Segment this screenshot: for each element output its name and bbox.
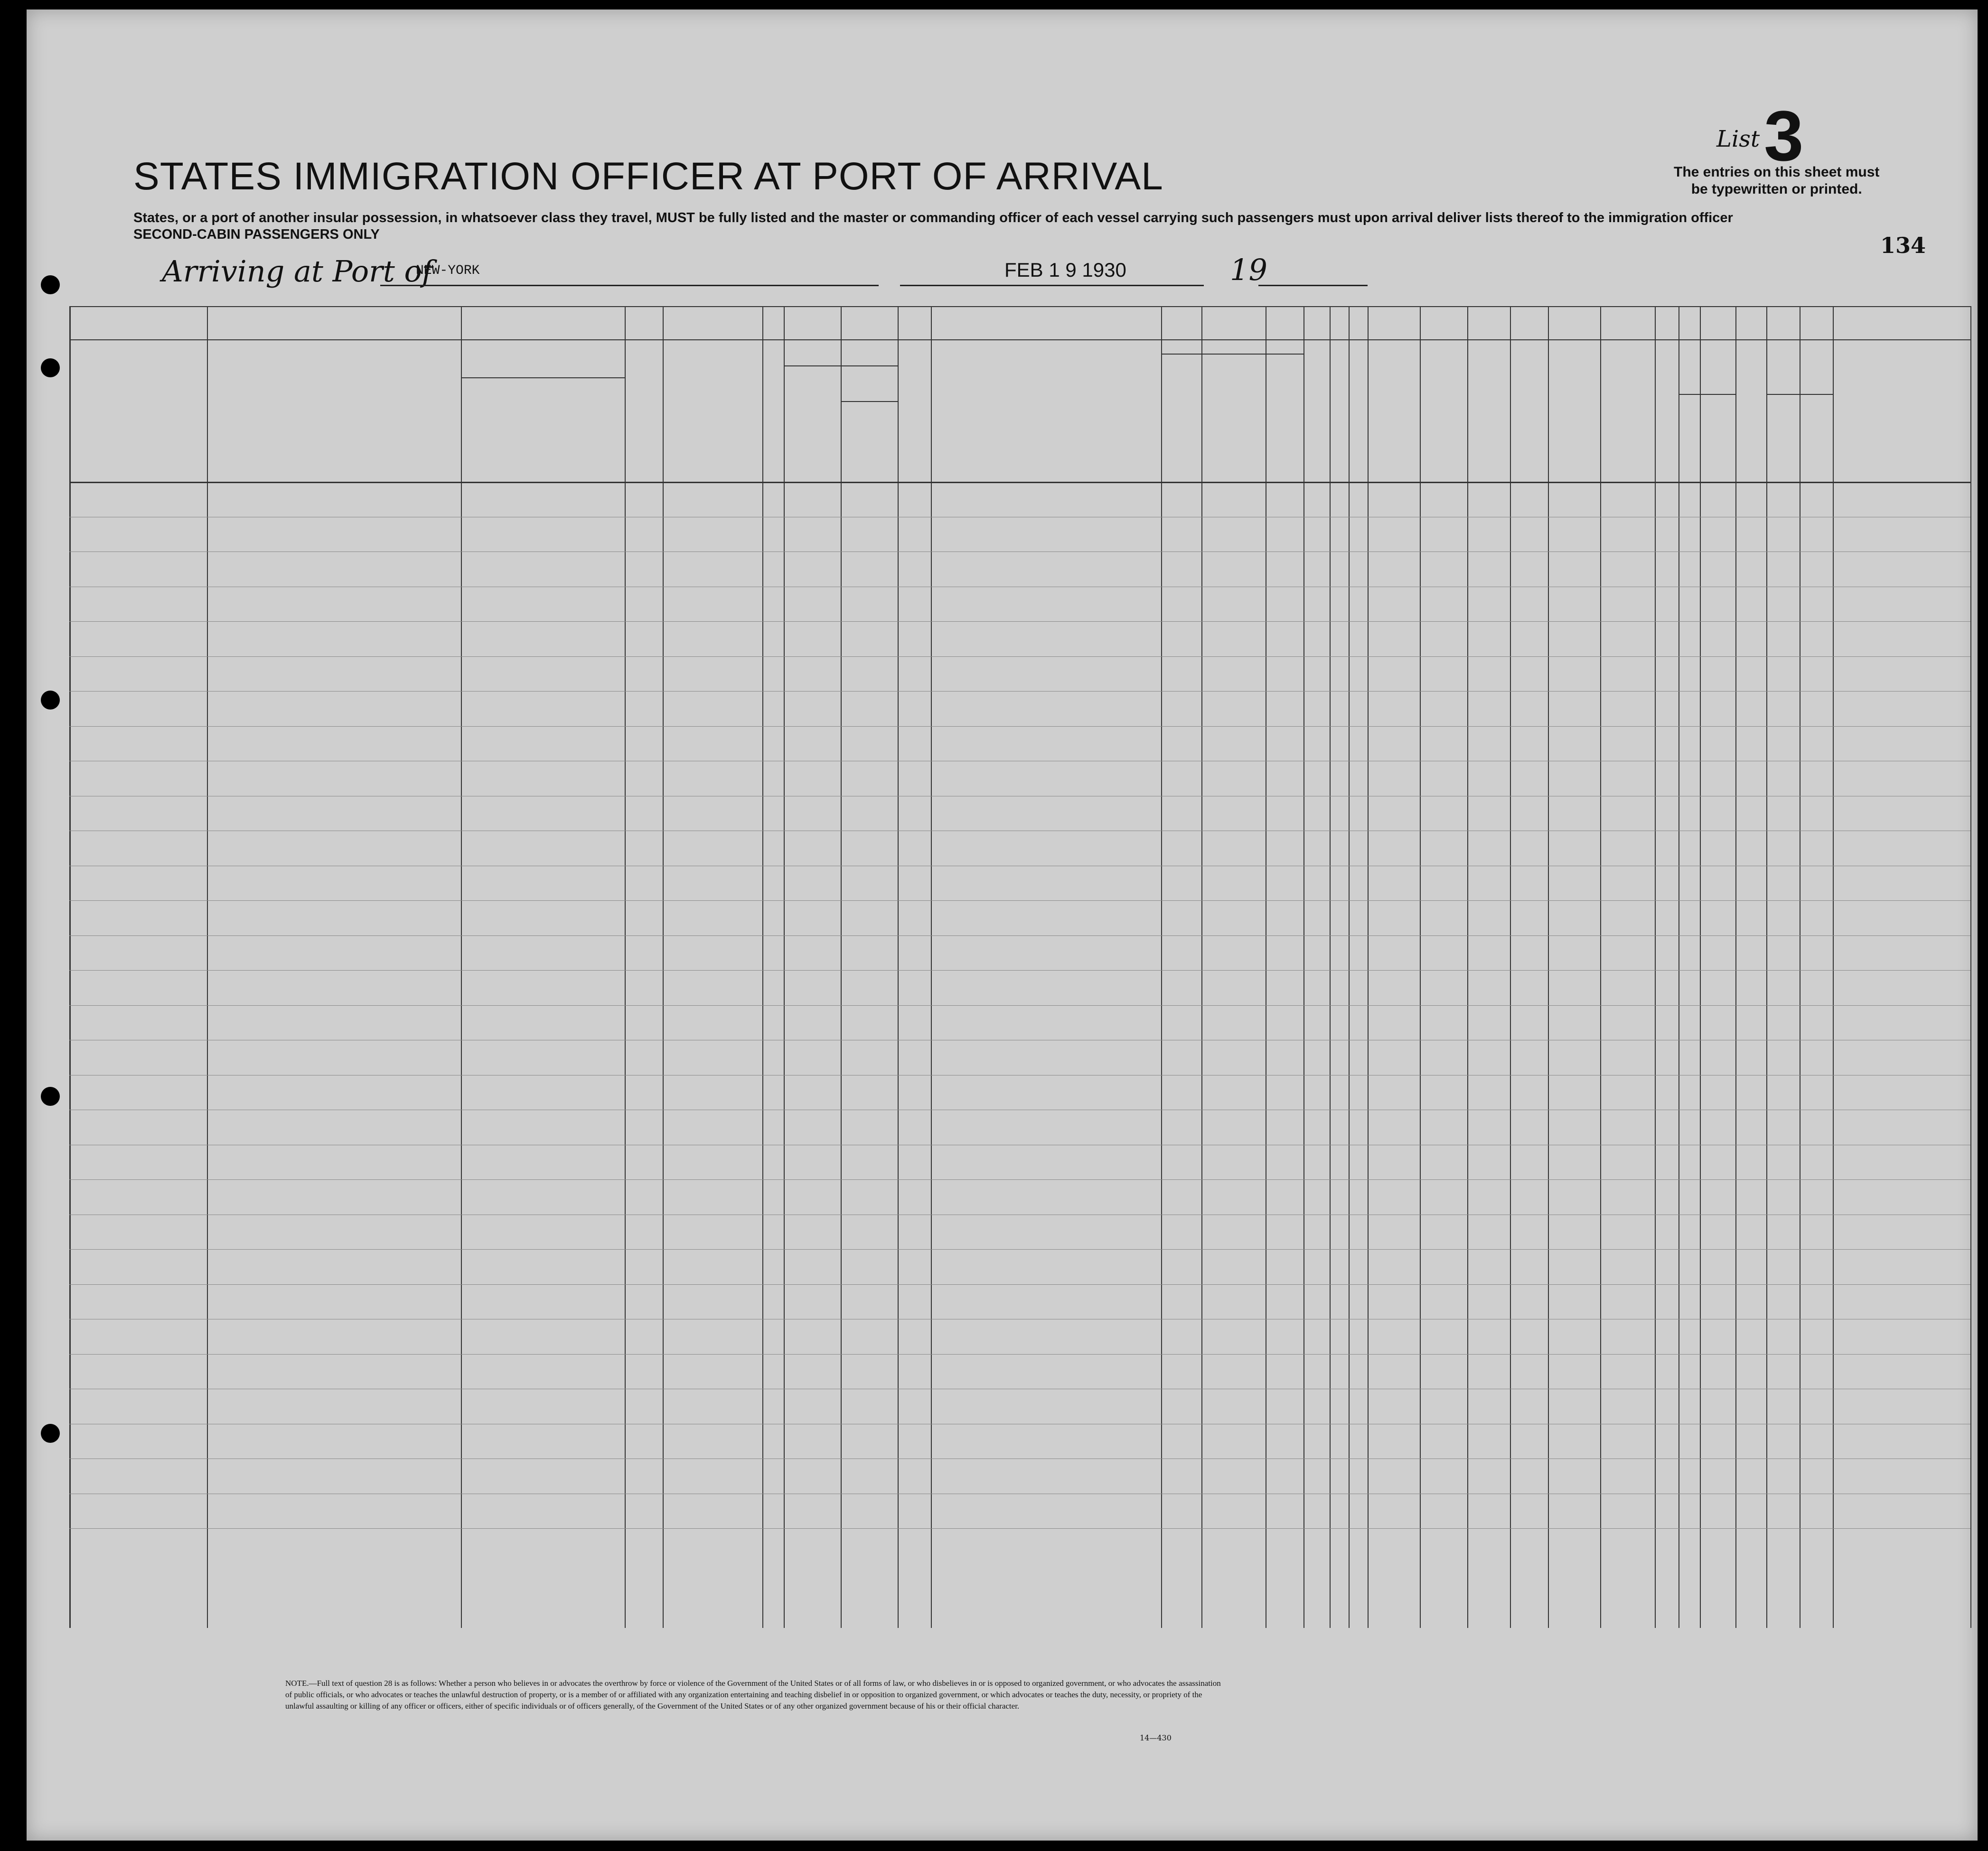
entries-note <box>1674 164 1879 198</box>
manifest-table <box>69 306 1970 1628</box>
header-height <box>1602 344 1653 392</box>
header-labor-offer <box>1421 344 1466 477</box>
punch-hole <box>41 691 60 710</box>
header-city <box>546 382 623 477</box>
row-rule <box>69 935 1970 936</box>
entries-note-line2: be typewritten or printed. <box>1691 181 1862 197</box>
class-line: SECOND-CABIN PASSENGERS ONLY <box>133 227 380 242</box>
header-joining <box>933 349 1159 477</box>
column-rule <box>1201 306 1202 1628</box>
entries-note-line1: The entries on this sheet must <box>1674 164 1880 180</box>
column-number-rule <box>69 339 1970 340</box>
column-rule <box>625 306 626 1628</box>
column-rule <box>1420 306 1421 1628</box>
header-complexion <box>1657 349 1677 477</box>
header-period <box>843 403 896 477</box>
column-rule <box>1349 306 1350 1628</box>
subheader-rule <box>784 365 898 366</box>
header-overthrow <box>1369 344 1419 477</box>
row-rule <box>69 1249 1970 1250</box>
column-rule <box>1600 306 1601 1628</box>
header-yes-no <box>786 368 839 477</box>
header-health <box>1512 349 1546 477</box>
column-rule <box>1510 306 1511 1628</box>
header-anarchist <box>1350 344 1367 477</box>
row-rule <box>69 1354 1970 1355</box>
header-paid-by <box>665 344 760 396</box>
column-rule <box>1161 306 1162 1628</box>
header-feet <box>1601 394 1626 477</box>
list-number: 3 <box>1764 96 1804 176</box>
subheader-rule <box>461 377 625 378</box>
header-purpose-citizen <box>1266 356 1303 477</box>
column-rule <box>898 306 899 1628</box>
header-purpose-length <box>1202 356 1265 477</box>
header-eyes <box>1709 396 1734 477</box>
row-rule <box>69 1458 1970 1459</box>
header-marks <box>1737 349 1969 477</box>
header-top-rule <box>69 306 1970 307</box>
column-rule <box>1330 306 1331 1628</box>
column-rule <box>69 306 71 1628</box>
arrival-date-stamp: FEB 1 9 1930 <box>1004 259 1126 281</box>
form-title: STATES IMMIGRATION OFFICER AT PORT OF ARRIVAL <box>133 155 1163 198</box>
footnote: NOTE.—Full text of question 28 is as follows: Whether a person who believes in or advocates the overthrow by force or violence of the Government of the United States or of all forms of law, or who disbelieves in or is opposed to organized government, or who advocates the assassination of public officials, or who advocates or teaches the unlawful destruction of property, or is a member of or affiliated with any organization entertaining and teaching disbelief in or opposition to organized government, or which advocates or teaches the duty, necessity, or propriety of the unlawful assaulting or killing of any officer or officers, either of specific individuals or of officers generally, of the Government of the United States or of any other organized government because of his or their official character. <box>285 1679 1221 1711</box>
page-number: 134 <box>1880 233 1926 258</box>
form-instructions: States, or a port of another insular possession, in whatsoever class they travel, MUST be fully listed and the master or commanding officer of each vessel carrying such passengers must upon arrival deliver lists thereof to the immigration officer <box>133 210 1733 225</box>
punch-hole <box>41 275 60 294</box>
row-rule <box>69 621 1970 622</box>
header-purpose-return <box>1162 356 1200 477</box>
header-purpose <box>1163 340 1302 354</box>
column-rule <box>1655 306 1656 1628</box>
header-prison <box>1304 344 1329 477</box>
column-rule <box>841 306 842 1628</box>
punch-hole <box>41 358 60 377</box>
row-rule <box>69 691 1970 692</box>
header-state <box>463 382 542 477</box>
column-rule <box>461 306 462 1628</box>
column-rule <box>1700 306 1701 1628</box>
column-rule <box>931 306 932 1628</box>
form-number: 14—430 <box>1140 1733 1172 1742</box>
column-rule <box>1368 306 1369 1628</box>
header-color-of <box>1680 344 1734 392</box>
header-before-us <box>786 344 896 365</box>
column-rule <box>1467 306 1468 1628</box>
column-rule <box>1735 306 1736 1628</box>
subheader-rule <box>1161 354 1303 355</box>
header-inches <box>1628 394 1654 477</box>
manifest-sheet <box>27 9 1978 1841</box>
subheader-rule <box>841 401 898 402</box>
header-nearest-relative <box>209 349 459 477</box>
header-ticket <box>626 349 662 477</box>
row-rule <box>69 1005 1970 1006</box>
column-rule <box>663 306 664 1628</box>
row-rule <box>69 1284 1970 1285</box>
header-deformed <box>1550 349 1598 477</box>
year-prefix: 19 <box>1230 252 1267 287</box>
row-rule <box>69 726 1970 727</box>
header-polygamist <box>1331 344 1348 477</box>
punch-hole <box>41 1424 60 1443</box>
column-rule <box>1970 306 1971 1628</box>
row-rule <box>69 656 1970 657</box>
arriving-label: Arriving at Port of <box>162 254 433 289</box>
header-deported <box>1468 344 1509 477</box>
header-fifty-dollars <box>763 349 783 477</box>
header-where <box>900 403 929 477</box>
punch-hole <box>41 1087 60 1106</box>
subheader-rule <box>1679 394 1735 395</box>
column-rule <box>1766 306 1767 1628</box>
row-rule <box>69 1179 1970 1180</box>
row-rule <box>69 900 1970 901</box>
column-rule <box>1833 306 1834 1628</box>
column-rule <box>207 306 208 1628</box>
column-rule <box>762 306 763 1628</box>
row-rule <box>69 1528 1970 1529</box>
header-if-yes <box>843 368 896 401</box>
port-value: NEW-YORK <box>416 263 480 278</box>
column-rule <box>1548 306 1549 1628</box>
header-bottom-rule <box>69 482 1970 483</box>
row-rule <box>69 970 1970 971</box>
column-rule <box>784 306 785 1628</box>
header-final-destination <box>463 344 623 363</box>
column-rule <box>1303 306 1304 1628</box>
header-hair <box>1680 396 1705 477</box>
header-no-on-list <box>71 349 205 477</box>
list-label: List <box>1716 126 1760 152</box>
